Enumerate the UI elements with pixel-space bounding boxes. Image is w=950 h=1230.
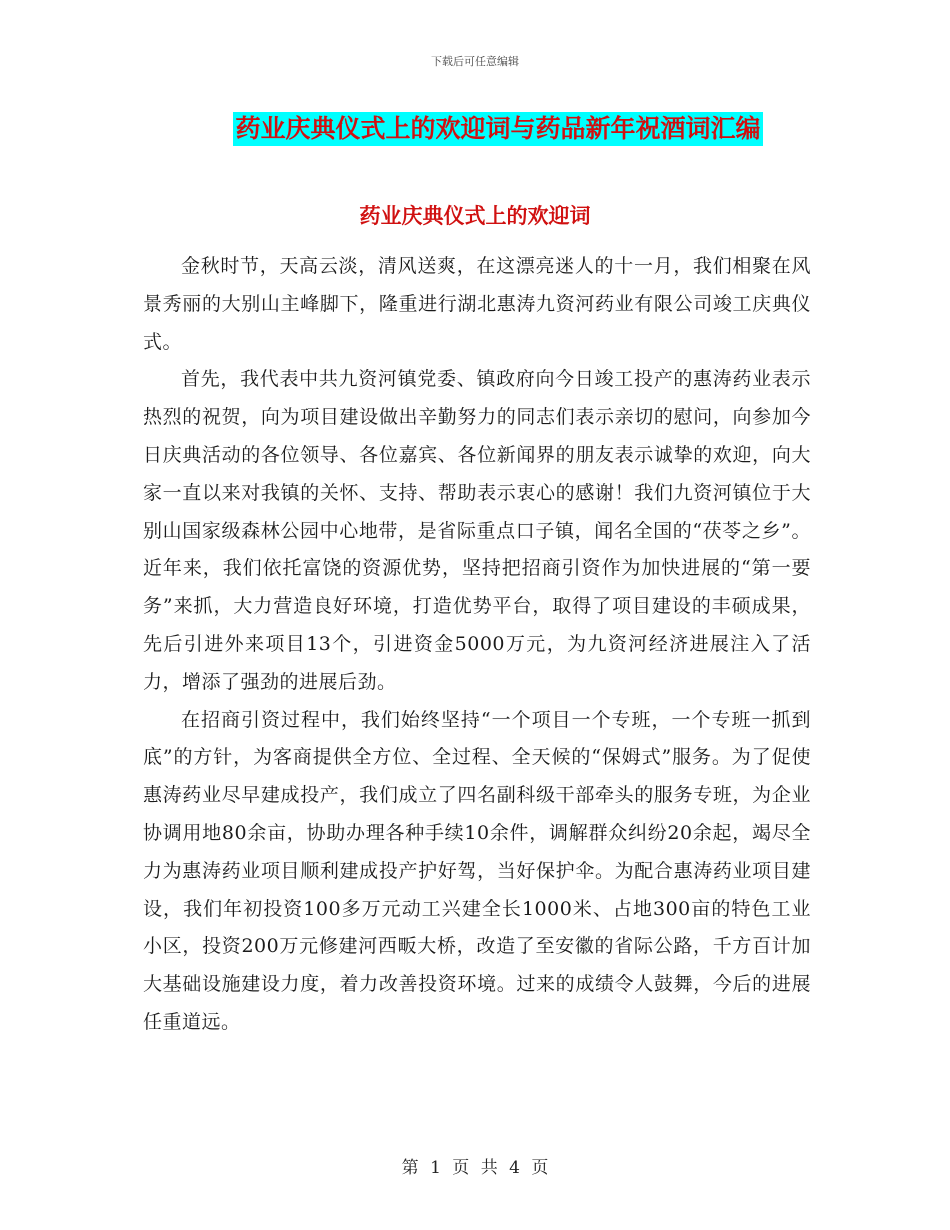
document-body bbox=[143, 248, 811, 1042]
page-number-footer: 第 1 页 共 4 页 bbox=[401, 1158, 549, 1178]
section-title: 药业庆典仪式上的欢迎词 bbox=[359, 204, 591, 228]
document-title-container bbox=[0, 112, 950, 146]
document-title: 药业庆典仪式上的欢迎词与药品新年祝酒词汇编 bbox=[233, 112, 762, 146]
paragraph: 在招商引资过程中，我们始终坚持“一个项目一个专班，一个专班一抓到底”的方针，为客商提供全方位、全过程、全天候的“保姆式”服务。为了促使惠涛药业尽早建成投产，我们成立了四名副科级干部牵头的服务专班，为企业协调用地80余亩，协助办理各种手续10余件，调解群众纠纷20余起，竭尽全力为惠涛药业项目顺利建成投产护好驾，当好保护伞。为配合惠涛药业项目建设，我们年初投资100多万元动工兴建全长1000米、占地300亩的特色工业小区，投资200万元修建河西畈大桥，改造了至安徽的省际公路，千方百计加大基础设施建设力度，着力改善投资环境。过来的成绩令人鼓舞，今后的进展任重道远。 bbox=[143, 708, 811, 1033]
paragraph: 首先，我代表中共九资河镇党委、镇政府向今日竣工投产的惠涛药业表示热烈的祝贺，向为项目建设做出辛勤努力的同志们表示亲切的慰问，向参加今日庆典活动的各位领导、各位嘉宾、各位新闻界的朋友表示诚挚的欢迎，向大家一直以来对我镇的关怀、支持、帮助表示衷心的感谢！我们九资河镇位于大别山国家级森林公园中心地带，是省际重点口子镇，闻名全国的“茯苓之乡”。近年来，我们依托富饶的资源优势，坚持把招商引资作为加快进展的“第一要务”来抓，大力营造良好环境，打造优势平台，取得了项目建设的丰硕成果，先后引进外来项目13个，引进资金5000万元，为九资河经济进展注入了活力，增添了强劲的进展后劲。 bbox=[143, 368, 811, 693]
paragraph: 金秋时节，天高云淡，清风送爽，在这漂亮迷人的十一月，我们相聚在风景秀丽的大别山主峰脚下，隆重进行湖北惠涛九资河药业有限公司竣工庆典仪式。 bbox=[143, 255, 811, 353]
page-header-note: 下载后可任意编辑 bbox=[431, 55, 519, 68]
